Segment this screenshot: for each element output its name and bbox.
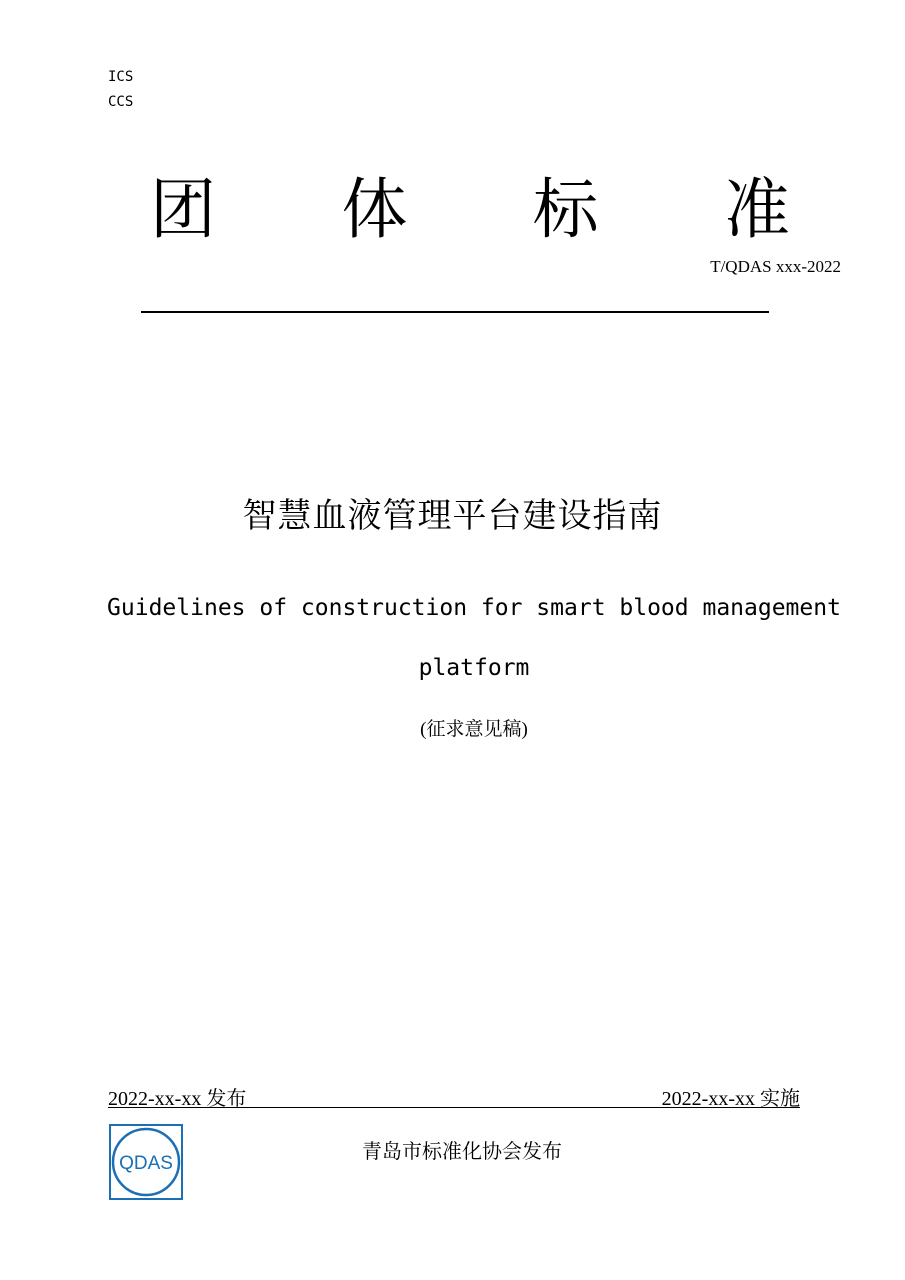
doc-type-char: 团: [150, 171, 216, 248]
logo-text: QDAS: [119, 1153, 173, 1174]
title-english-line-2: platform: [418, 655, 530, 681]
doc-type-char: 准: [723, 171, 790, 248]
title-chinese: 智慧血液管理平台建设指南: [242, 496, 663, 536]
header-divider: [141, 311, 769, 313]
draft-note: (征求意见稿): [420, 719, 528, 740]
doc-type-char: 标: [532, 171, 599, 248]
issue-date: 2022-xx-xx 发布: [108, 1088, 247, 1110]
doc-type-char: 体: [341, 171, 408, 248]
footer-divider: [108, 1107, 800, 1108]
qdas-logo: [109, 1124, 183, 1200]
publisher: 青岛市标准化协会发布: [362, 1139, 562, 1163]
ccs-label: CCS: [108, 94, 134, 110]
standard-number: T/QDAS xxx-2022: [710, 257, 841, 276]
implementation-date: 2022-xx-xx 实施: [661, 1088, 800, 1110]
document-type-heading: [150, 170, 790, 250]
ics-label: ICS: [108, 69, 134, 85]
title-english-line-1: Guidelines of construction for smart blood management: [107, 595, 841, 621]
